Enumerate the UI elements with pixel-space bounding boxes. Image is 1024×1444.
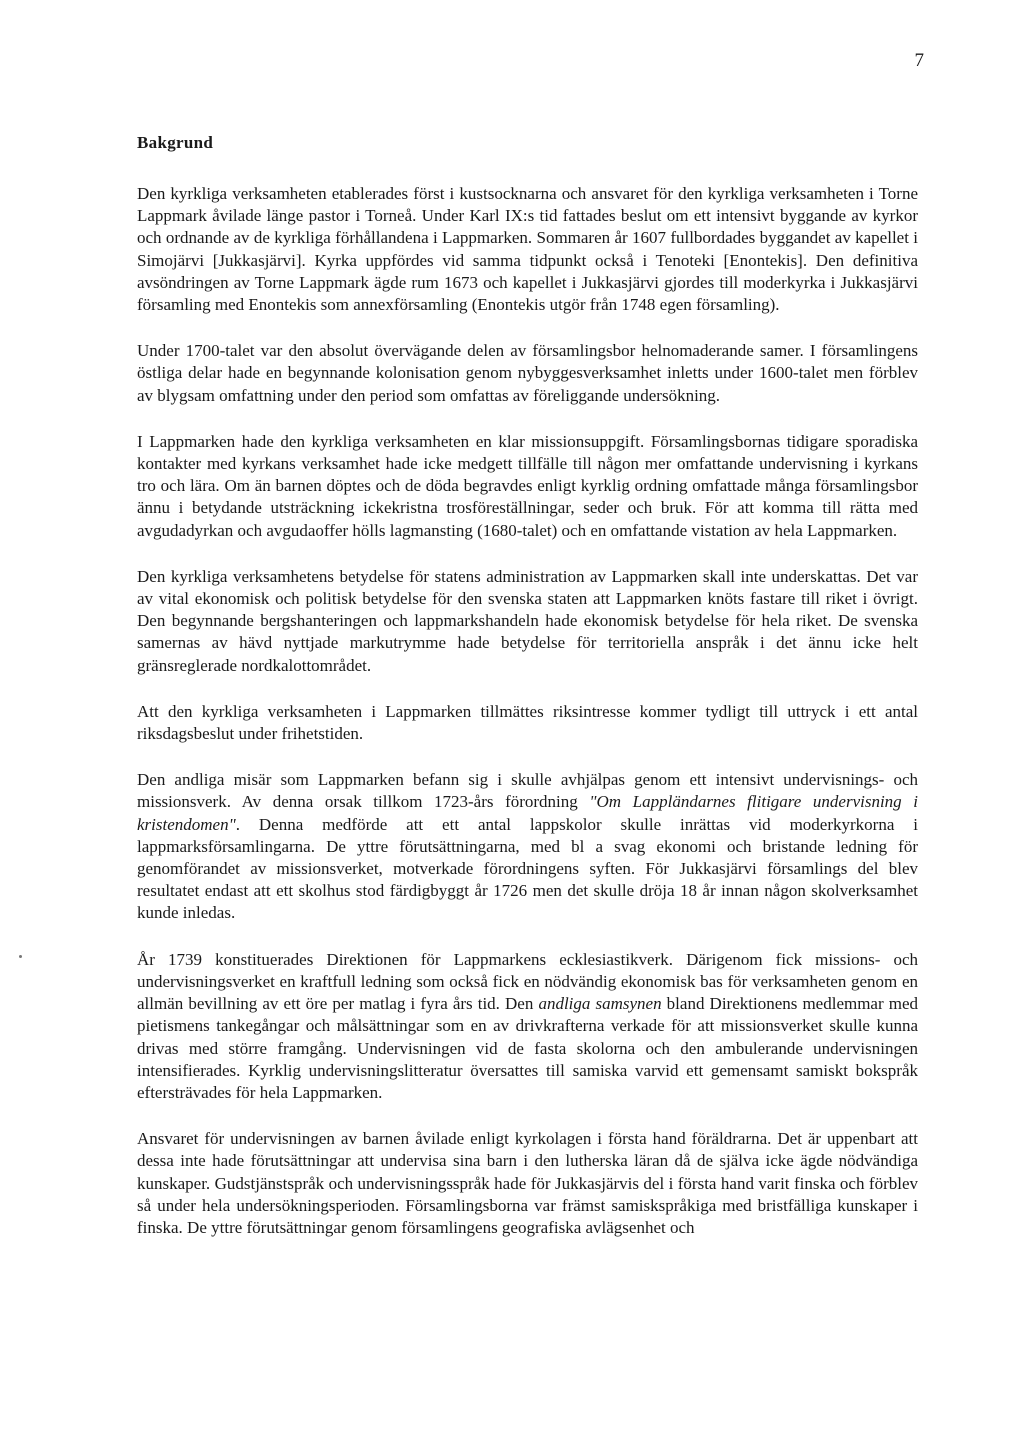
- paragraph: [137, 340, 918, 407]
- paragraph-text: . Denna medförde att ett antal lappskolor skulle inrättas vid moderkyrkorna i lappmarksförsamlingarna. De yttre förutsättningarna, med bl a svag ekonomi och bristande ledning för genomförandet av missionsverket, motverkade förordningens syften. För Jukkasjärvi församlings del blev resultatet endast att ett skolhus stod färdigbyggt år 1726 men det skulle dröja 18 år innan någon skolverksamhet kunde inledas.: [137, 814, 918, 923]
- paragraph: [137, 701, 918, 745]
- section-heading: Bakgrund: [137, 133, 214, 152]
- body-text: [137, 183, 918, 1239]
- italic-text: "Om Lappländarnes flitigare undervisning i kristendomen": [137, 792, 918, 834]
- paragraph: [137, 566, 918, 677]
- scan-speck: [19, 955, 22, 958]
- paragraph-text: Att den kyrkliga verksamheten i Lappmarken tillmättes riksintresse kommer tydligt till uttryck i ett antal riksdagsbeslut under frihetstiden.: [137, 701, 918, 744]
- paragraph-text: Den kyrkliga verksamhetens betydelse för statens administration av Lappmarken skall inte underskattas. Det var av vital ekonomisk och politisk betydelse för den svenska staten att Lappmarken knöts fastare till riket i övrigt. Den begynnande bergshanteringen och lappmarkshandeln hade ekonomisk betydelse för hela riket. De svenska samernas av hävd nyttjade markutrymme hade betydelse för territoriella anspråk i det ännu icke helt gränsreglerade nordkalottområdet.: [137, 566, 918, 675]
- paragraph-text: År 1739 konstituerades Direktionen för Lappmarkens ecklesiastikverk. Därigenom fick missions- och undervisningsverket en kraftfull ledning som också fick en nödvändig ekonomisk bas för verksamheten genom en allmän bevillning av ett öre per matlag i fyra års tid. Den: [137, 949, 918, 1014]
- paragraph-text: Den andliga misär som Lappmarken befann sig i skulle avhjälpas genom ett intensivt undervisnings- och missionsverk. Av denna orsak tillkom 1723-års förordning: [137, 770, 918, 812]
- paragraph: [137, 431, 918, 542]
- paragraph: [137, 183, 918, 316]
- paragraph: [137, 1128, 918, 1239]
- page-number: 7: [914, 50, 924, 71]
- italic-text: andliga samsynen: [538, 994, 662, 1014]
- paragraph-text: Den kyrkliga verksamheten etablerades först i kustsocknarna och ansvaret för den kyrkliga verksamheten i Torne Lappmark åvilade länge pastor i Torneå. Under Karl IX:s tid fattades beslut om ett intensivt byggande av kyrkor och ordnande av de kyrkliga förhållandena i Lappmarken. Sommaren år 1607 fullbordades byggandet av kapellet i Simojärvi [Jukkasjärvi]. Kyrka uppfördes vid samma tidpunkt också i Tenoteki [Enontekis]. Den definitiva avsöndringen av Torne Lappmark ägde rum 1673 och kapellet i Jukkasjärvi gjordes till moderkyrka i Jukkasjärvi församling med Enontekis som annexförsamling (Enontekis utgör från 1748 egen församling).: [137, 184, 918, 315]
- paragraph-text: bland Direktionens medlemmar med pietismens tankegångar och målsättningar som en av drivkrafterna verkade för att missionsverket skulle kunna drivas med större framgång. Undervisningen vid de fasta skolorna och den ambulerande undervisningen intensifierades. Kyrklig undervisningslitteratur översattes till samiska varvid ett gemensamt samiskt bokspråk eftersträvades för hela Lappmarken.: [137, 994, 919, 1102]
- paragraph: [137, 949, 918, 1104]
- paragraph-text: Ansvaret för undervisningen av barnen åvilade enligt kyrkolagen i första hand föräldrarna. Det är uppenbart att dessa inte hade förutsättningar att undervisa sina barn i den lutherska läran då de själva icke ägde nödvändiga kunskaper. Gudstjänstspråk och undervisningsspråk hade för Jukkasjärvis del i första hand varit finska och förblev så under hela undersökningsperioden. Församlingsborna var främst samiskspråkiga med bristfälliga kunskaper i finska. De yttre förutsättningar genom församlingens geografiska avlägsenhet och: [137, 1129, 918, 1237]
- paragraph: [137, 769, 918, 924]
- paragraph-text: Under 1700-talet var den absolut övervägande delen av församlingsbor helnomaderande samer. I församlingens östliga delar hade en begynnande kolonisation genom nybyggesverksamhet inletts under 1600-talet men förblev av blygsam omfattning under den period som omfattas av föreliggande undersökning.: [137, 341, 918, 405]
- paragraph-text: I Lappmarken hade den kyrkliga verksamheten en klar missionsuppgift. Församlingsbornas tidigare sporadiska kontakter med kyrkans verksamhet hade icke medgett tillfälle till någon mer omfattande undervisning i kyrkans tro och lära. Om än barnen döptes och de döda begravdes enligt kyrklig ordning omfattade många församlingsbor ännu i betydande utsträckning ickekristna trosföreställningar, seder och bruk. För att komma till rätta med avgudadyrkan och avgudaoffer hölls lagmansting (1680-talet) och en omfattande vistation av hela Lappmarken.: [137, 431, 918, 540]
